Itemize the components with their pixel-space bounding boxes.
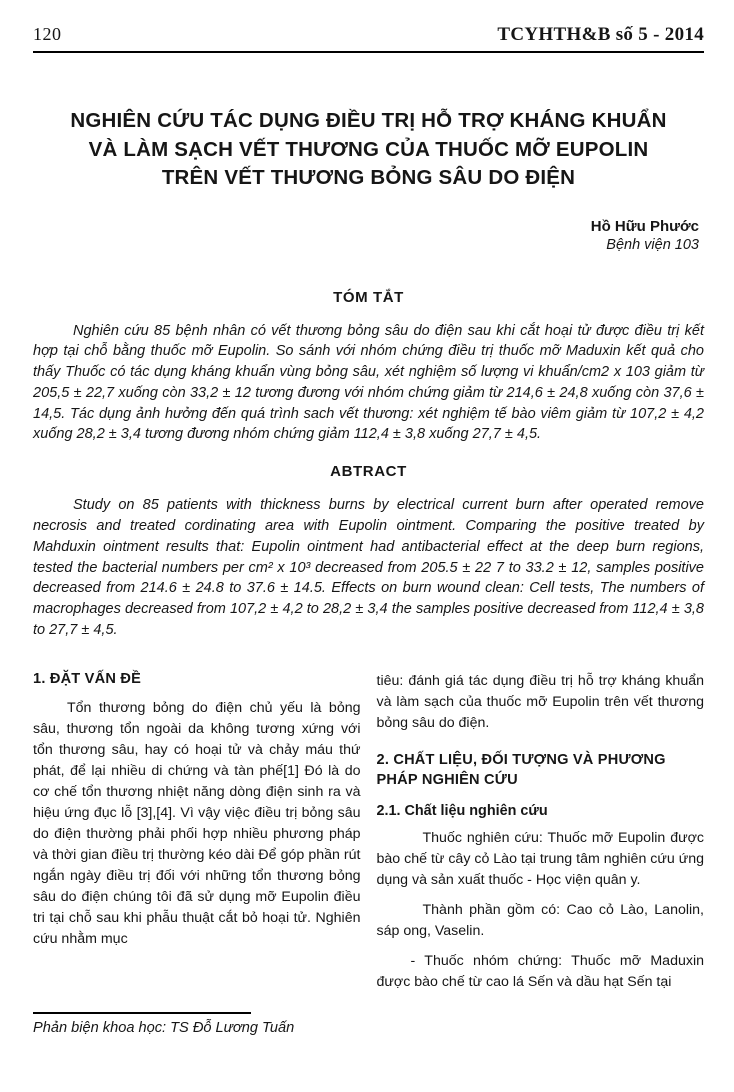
- author-affiliation: Bệnh viện 103: [606, 236, 699, 253]
- author-name: Hồ Hữu Phước: [590, 217, 699, 235]
- right-column: [377, 669, 705, 993]
- article-title-line-2: VÀ LÀM SẠCH VẾT THƯƠNG CỦA THUỐC MỠ EUPOLIN: [88, 137, 649, 161]
- abstract-paragraph: Study on 85 patients with thickness burns by electrical current burn after operated remove necrosis and treated cordinating area with Eupolin ointment. Comparing the positive treated by Mahduxin ointment results that: Eupolin ointment had antibacterial effect at the deep burn regions, tested the bacterial numbers per cm² x 10³ decreased from 205.5 ± 22 7 to 33.2 ± 12, samples positive decreased from 214.6 ± 24.8 to 37.6 ± 14.5. Effects on burn wound clean: Cell tests, The numbers of macrophages decreased from 107,2 ± 4,2 to 28,2 ± 3,4 the samples positive decreased from 112,4 ± 3,8 to 27,7 ± 4,5.: [33, 497, 704, 639]
- author-block: [33, 217, 704, 255]
- article-title-line-3: TRÊN VẾT THƯƠNG BỎNG SÂU DO ĐIỆN: [161, 166, 576, 189]
- section-2-heading: 2. CHẤT LIỆU, ĐỐI TƯỢNG VÀ PHƯƠNG PHÁP NGHIÊN CỨU: [376, 751, 666, 788]
- intro-paragraph: Tổn thương bỏng do điện chủ yếu là bỏng sâu, thương tổn ngoài da không tương xứng với tổn thương sâu, hay có hoại tử và chảy máu thứ phát, để lại nhiều di chứng và tàn phế[1] Đó là do cơ chế tổn thương nhiệt năng dòng điện sinh ra và hiệu ứng đục lỗ [3],[4]. Vì vậy việc điều trị bỏng sâu do điện thường phải phối hợp nhiều phương pháp và thời gian điều trị thường kéo dài Để góp phần rút ngắn ngày điều trị đối với những tổn thương bỏng sâu do điện chúng tôi đã sử dụng mỡ Eupolin điều tri tại chỗ sau khi phẫu thuật cắt bỏ hoại tử. Nghiên cứu nhằm mục: [33, 699, 361, 947]
- footnote-rule: [33, 1012, 251, 1014]
- article-title-line-1: NGHIÊN CỨU TÁC DỤNG ĐIỀU TRỊ HỖ TRỢ KHÁNG KHUẨN: [70, 109, 667, 132]
- section-2-1-heading: 2.1. Chất liệu nghiên cứu: [376, 802, 548, 819]
- section-1-heading: 1. ĐẶT VẤN ĐỀ: [33, 670, 142, 687]
- summary-heading: TÓM TẮT: [333, 288, 404, 306]
- composition-paragraph: Thành phần gồm có: Cao cỏ Lào, Lanolin, sáp ong, Vaselin.: [376, 901, 704, 939]
- header-rule: [33, 51, 704, 53]
- page-header: [33, 24, 704, 46]
- intro-continuation-paragraph: tiêu: đánh giá tác dụng điều trị hỗ trợ kháng khuẩn và làm sạch của thuốc mỡ Eupolin trên vết thương bỏng sâu do điện.: [376, 672, 704, 731]
- abstract-heading: ABTRACT: [330, 463, 407, 481]
- two-column-body: [33, 669, 704, 993]
- page-number: 120: [33, 24, 62, 44]
- reviewer-note: Phản biện khoa học: TS Đỗ Lương Tuấn: [33, 1020, 295, 1036]
- journal-issue: TCYHTH&B số 5 - 2014: [497, 24, 704, 45]
- page-footnote: [33, 1012, 343, 1036]
- article-title: [33, 107, 704, 193]
- left-column: [33, 669, 361, 993]
- control-drug-paragraph: - Thuốc nhóm chứng: Thuốc mỡ Maduxin được bào chế từ cao lá Sến và dầu hạt Sến tại: [376, 952, 704, 990]
- summary-paragraph: Nghiên cứu 85 bệnh nhân có vết thương bỏng sâu do điện sau khi cắt hoại tử được điều trị kết hợp tại chỗ bằng thuốc mỡ Eupolin. So sánh với nhóm chứng điều trị thuốc mỡ Maduxin kết quả cho thấy Thuốc có tác dụng kháng khuẩn vùng bỏng sâu, xét nghiệm số lượng vi khuẩn/cm2 x 103 giảm từ 205,5 ± 22,7 xuống còn 33,2 ± 12 tương đương với nhóm chứng giảm từ 214,6 ± 24,8 xuống còn 37,6 ± 14,5. Tác dụng ảnh hưởng đến quá trình sach vết thương: xét nghiệm tế bào viêm giảm từ 107,2 ± 4,2 xuống 28,2 ± 3,4 tương đương nhóm chứng giảm 112,4 ± 3,8 xuống 27,7 ± 4,5.: [33, 322, 704, 443]
- study-drug-paragraph: Thuốc nghiên cứu: Thuốc mỡ Eupolin được bào chế từ cây cỏ Lào tại trung tâm nghiên cứu ứng dụng và sản xuất thuốc - Học viện quân y.: [376, 829, 704, 888]
